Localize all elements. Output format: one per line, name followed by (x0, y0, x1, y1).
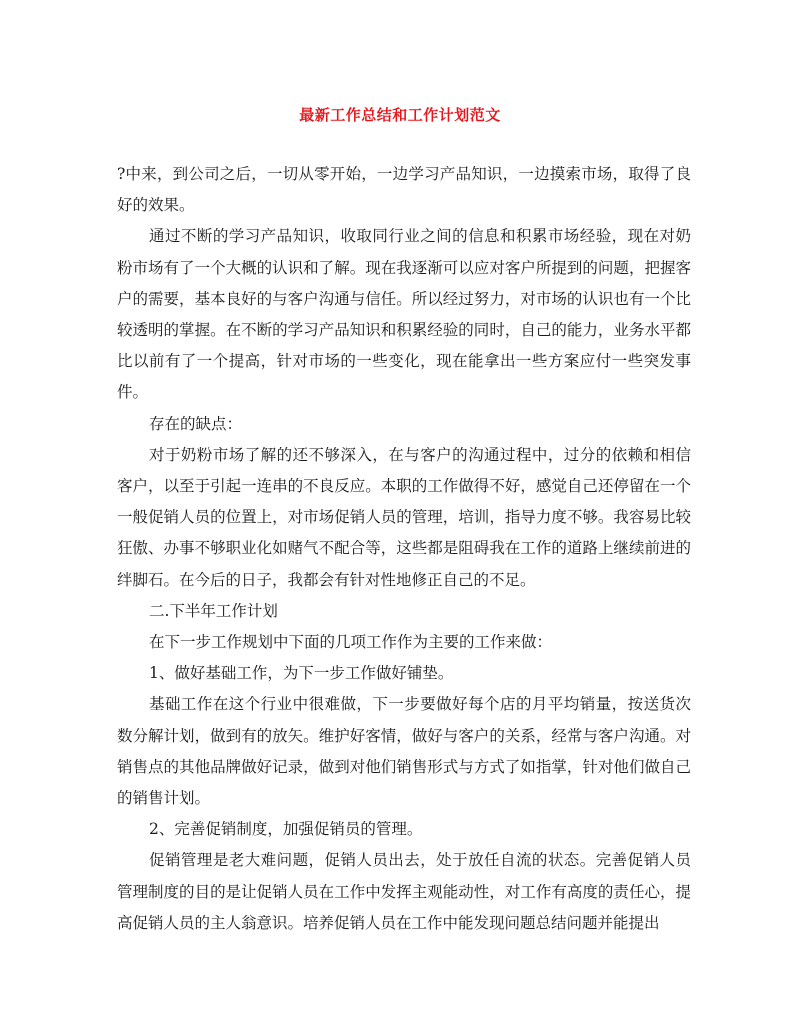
paragraph-4: 对于奶粉市场了解的还不够深入，在与客户的沟通过程中，过分的依赖和相信客户，以至于引起一连串的不良反应。本职的工作做得不好，感觉自己还停留在一个一般促销人员的位置上，对市场促销人员的管理，培训，指导力度不够。我容易比较狂傲、办事不够职业化如赌气不配合等，这些都是阻碍我在工作的道路上继续前进的绊脚石。在今后的日子，我都会有针对性地修正自己的不足。 (117, 445, 691, 589)
item-heading-2: 2、完善促销制度，加强促销员的管理。 (149, 820, 423, 839)
paragraph-2: 通过不断的学习产品知识，收取同行业之间的信息和积累市场经验，现在对奶粉市场有了一个大概的认识和了解。现在我逐渐可以应对客户所提到的问题，把握客户的需要，基本良好的与客户沟通与信任。所以经过努力，对市场的认识也有一个比较透明的掌握。在不断的学习产品知识和积累经验的同时，自己的能力，业务水平都比以前有了一个提高，针对市场的一些变化，现在能拿出一些方案应付一些突发事件。 (117, 227, 691, 402)
paragraph-8: 基础工作在这个行业中很难做，下一步要做好每个店的月平均销量，按送货次数分解计划，做到有的放矢。维护好客情，做好与客户的关系，经常与客户沟通。对销售点的其他品牌做好记录，做到对他们销售形式与方式了如指掌，针对他们做自己的销售计划。 (117, 695, 691, 808)
paragraph-1: ?中来，到公司之后，一切从零开始，一边学习产品知识，一边摸索市场，取得了良好的效果。 (117, 165, 691, 215)
item-heading-1: 1、做好基础工作，为下一步工作做好铺垫。 (149, 664, 454, 683)
document-title: 最新工作总结和工作计划范文 (299, 106, 501, 124)
paragraph-3: 存在的缺点： (149, 414, 243, 433)
section-heading-plan: 二.下半年工作计划 (149, 601, 278, 620)
paragraph-10: 促销管理是老大难问题，促销人员出去，处于放任自流的状态。完善促销人员管理制度的目的是让促销人员在工作中发挥主观能动性，对工作有高度的责任心，提高促销人员的主人翁意识。培养促销人员在工作中能发现问题总结问题并能提出 (117, 851, 691, 932)
document-body (117, 159, 691, 939)
paragraph-6: 在下一步工作规划中下面的几项工作作为主要的工作来做： (149, 633, 553, 652)
